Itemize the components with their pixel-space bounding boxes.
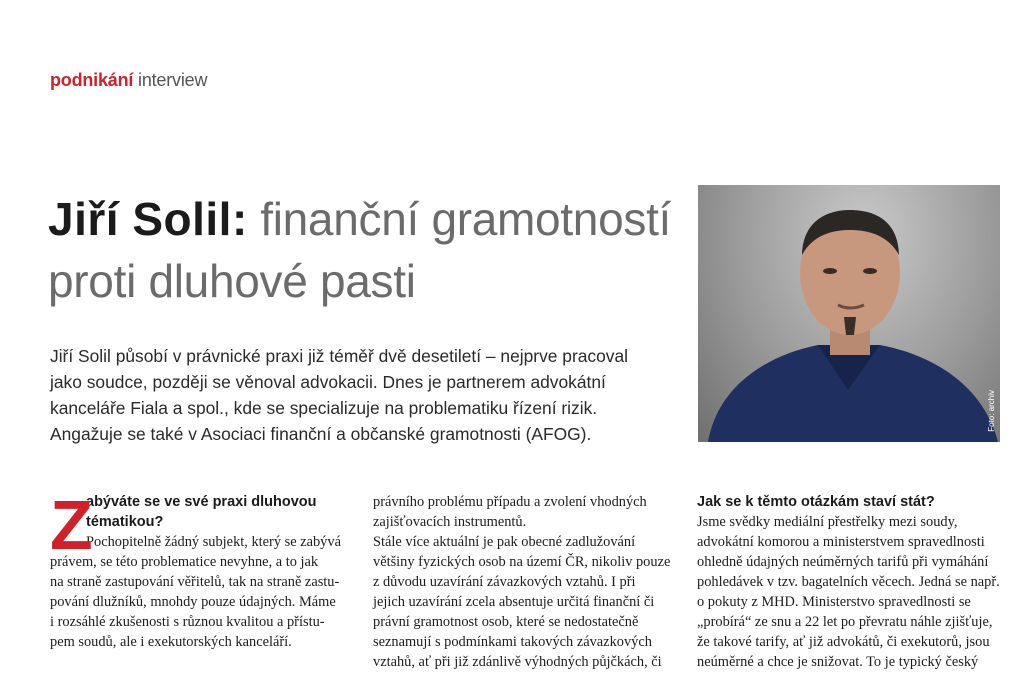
body-line: z důvodu uzavírání závazkových vztahů. I při [373,574,636,590]
body-line: i rozsáhlé zkušenosti s různou kvalitou a přístu- [50,614,325,630]
body-line: Jsme svědky mediální přestřelky mezi soudy, [697,514,958,530]
question-line: tématikou? [86,514,164,530]
body-line: Pochopitelně žádný subjekt, který se zabývá [86,534,341,550]
body-line: zajišťovacích instrumentů. [373,514,527,530]
headline-title-1: finanční gramotností [260,193,672,245]
body-line: „probírá“ ze snu a 22 let po převratu náhle zjišťuje, [697,614,993,630]
body-line: ohledně údajných neúměrných tarifů při vymáhání [697,554,989,570]
body-line: právem, se této problematice nevyhne, a to jak [50,554,319,570]
headline-name: Jiří Solil: [48,193,248,245]
body-line: vztahů, ať při již zdánlivě výhodných půjčkách, či [373,654,662,670]
column-1 [50,486,348,652]
question-heading: Jak se k těmto otázkám staví stát? [697,494,935,510]
body-line: většiny fyzických osob na území ČR, nikoliv pouze [373,554,671,570]
body-line: pem soudů, ale i exekutorských kanceláří. [50,634,292,650]
body-line: neúměrné a chce je snižovat. To je typický český [697,654,979,670]
lede-line: kanceláře Fiala a spol., kde se specializuje na problematiku řízení rizik. [50,398,598,418]
section-tag [50,70,207,91]
section-name: podnikání [50,70,134,90]
body-line: jejich uzavírání zcela absentuje určitá finanční či [373,594,655,610]
headline-title-2: proti dluhové pasti [48,255,416,307]
column-2 [373,492,671,672]
body-line: o pokuty z MHD. Ministerstvo spravedlnosti se [697,594,971,610]
portrait-photo [698,185,1000,442]
body-line: advokátní komorou a ministerstvem spravedlnosti [697,534,985,550]
body-line: Stále více aktuální je pak obecné zadlužování [373,534,636,550]
body-line: právního problému případu a zvolení vhodných [373,494,647,510]
body-line: seznamují s podmínkami takových závazkových [373,634,652,650]
article-lede [50,343,690,447]
column-3 [697,492,1000,672]
question-line: abýváte se ve své praxi dluhovou [86,494,317,510]
body-line: právní gramotnost osob, které se nedostatečně [373,614,639,630]
lede-line: jako soudce, později se věnoval advokacii. Dnes je partnerem advokátní [50,372,606,392]
body-line: pování dlužníků, mnohdy pouze údajných. Máme [50,594,336,610]
lede-line: Angažuje se také v Asociaci finanční a občanské gramotnosti (AFOG). [50,424,592,444]
lede-line: Jiří Solil působí v právnické praxi již téměř dvě desetiletí – nejprve pracoval [50,346,629,366]
photo-credit: Foto: archiv [987,390,996,432]
body-line: na straně zastupování věřitelů, tak na straně zastu- [50,574,340,590]
drop-cap: Z [50,486,93,564]
body-line: pohledávek v tzv. bagatelních věcech. Jedná se např. [697,574,1000,590]
body-line: že takové tarify, ať již advokátů, či exekutorů, jsou [697,634,990,650]
section-sub: interview [138,70,208,90]
portrait-illustration [698,185,1000,442]
article-headline [48,188,688,312]
